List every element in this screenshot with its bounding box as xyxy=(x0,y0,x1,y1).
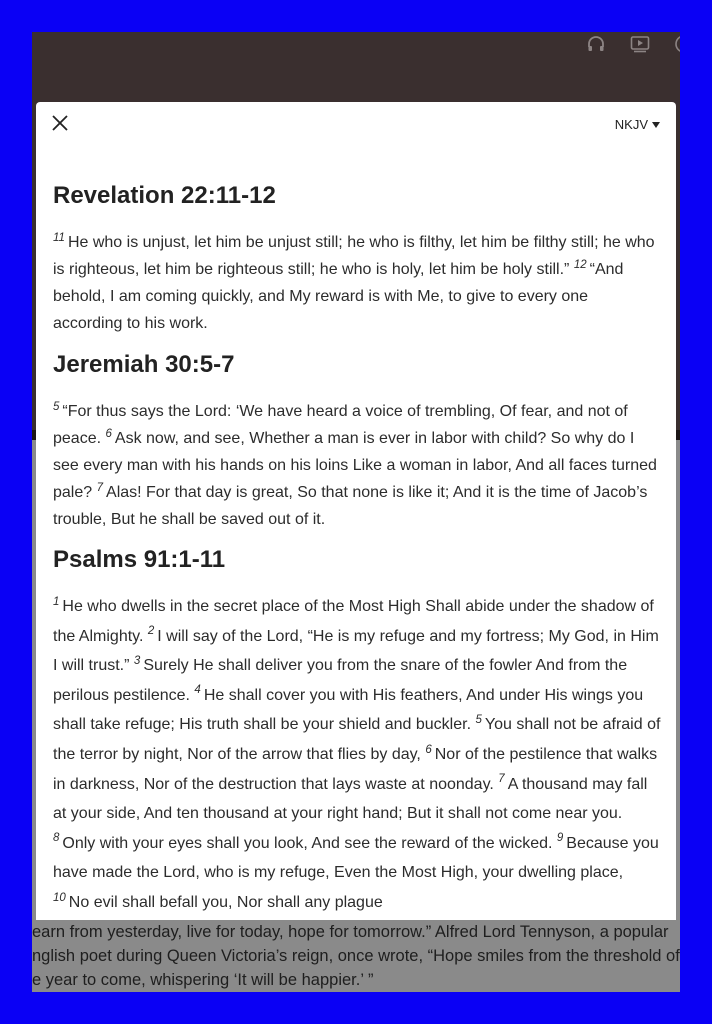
verse-text: He who dwells in the secret place of the Most High Shall abide under the shadow of the Almighty. xyxy=(53,598,654,645)
verse-number: 5 xyxy=(475,714,482,727)
verse-text: “For thus says the Lord: ‘We have heard a voice of trembling, Of fear, and not of peace. xyxy=(53,403,628,447)
background-line: nglish poet during Queen Victoria’s reign, once wrote, “Hope smiles from the threshold of xyxy=(32,947,680,965)
verse-text: Surely He shall deliver you from the snare of the fowler And from the perilous pestilence. xyxy=(53,657,628,704)
verse-number: 6 xyxy=(425,743,432,756)
verse-text: “And behold, I am coming quickly, and My reward is with Me, to give to every one according to his work. xyxy=(53,261,624,332)
scripture-content[interactable] xyxy=(53,182,661,918)
verse-number: 8 xyxy=(53,832,60,845)
version-selector[interactable] xyxy=(615,117,660,132)
background-article-text xyxy=(32,920,680,992)
verse-text: He who is unjust, let him be unjust still; he who is filthy, let him be filthy still; he who is righteous, let him be righteous still; he who is holy, let him be holy still.” xyxy=(53,234,655,278)
verse-number: 11 xyxy=(53,231,65,244)
verse-text: Nor of the pestilence that walks in darkness, Nor of the destruction that lays waste at noonday. xyxy=(53,745,658,793)
scripture-modal xyxy=(36,102,676,920)
verse-text: Because you have made the Lord, who is my refuge, Even the Most High, your dwelling place, xyxy=(53,834,659,882)
version-label: NKJV xyxy=(614,117,648,132)
more-icon[interactable] xyxy=(674,34,680,54)
verse-text: Ask now, and see, Whether a man is ever in labor with child? So why do I see every man with his hands on his loins Like a woman in labor, And all faces turned pale? xyxy=(53,430,657,501)
verse-text: A thousand may fall at your side, And ten thousand at your right hand; But it shall not come near you. xyxy=(53,775,648,823)
passage-text xyxy=(53,229,661,337)
verse-number: 9 xyxy=(556,832,564,845)
verse-text: He shall cover you with His feathers, And under His wings you shall take refuge; His truth shall be your shield and buckler. xyxy=(53,686,644,734)
play-icon[interactable] xyxy=(630,34,650,54)
passage-reference: Revelation 22:11-12 xyxy=(53,182,276,209)
passage-reference: Jeremiah 30:5-7 xyxy=(53,351,235,378)
verse-number: 12 xyxy=(573,258,587,271)
caret-down-icon xyxy=(652,122,660,128)
verse-text: You shall not be afraid of the terror by night, Nor of the arrow that flies by day, xyxy=(53,716,661,763)
passage-text xyxy=(53,398,661,533)
background-line: earn from yesterday, live for today, hope for tomorrow.” Alfred Lord Tennyson, a popular xyxy=(32,923,669,941)
verse-text: Alas! For that day is great, So that none is like it; And it is the time of Jacob’s trouble, But he shall be saved out of it. xyxy=(53,484,648,528)
headphones-icon[interactable] xyxy=(586,34,606,54)
close-button[interactable] xyxy=(50,113,70,133)
verse-number: 10 xyxy=(53,891,66,904)
passage-text xyxy=(53,592,661,918)
verse-number: 3 xyxy=(133,654,141,667)
verse-number: 5 xyxy=(53,400,60,413)
verse-number: 7 xyxy=(96,481,104,494)
verse-text: I will say of the Lord, “He is my refuge and my fortress; My God, in Him I will trust.” xyxy=(53,627,659,675)
close-icon xyxy=(50,113,70,133)
verse-text: No evil shall befall you, Nor shall any plague xyxy=(68,893,383,911)
verse-number: 4 xyxy=(194,684,201,697)
verse-number: 7 xyxy=(498,773,505,786)
verse-number: 1 xyxy=(53,595,60,608)
background-line: e year to come, whispering ‘It will be happier.’ ” xyxy=(32,971,374,989)
passage-reference: Psalms 91:1-11 xyxy=(53,546,226,573)
verse-number: 2 xyxy=(147,625,155,638)
verse-number: 6 xyxy=(105,427,112,440)
verse-text: Only with your eyes shall you look, And see the reward of the wicked. xyxy=(62,834,553,852)
